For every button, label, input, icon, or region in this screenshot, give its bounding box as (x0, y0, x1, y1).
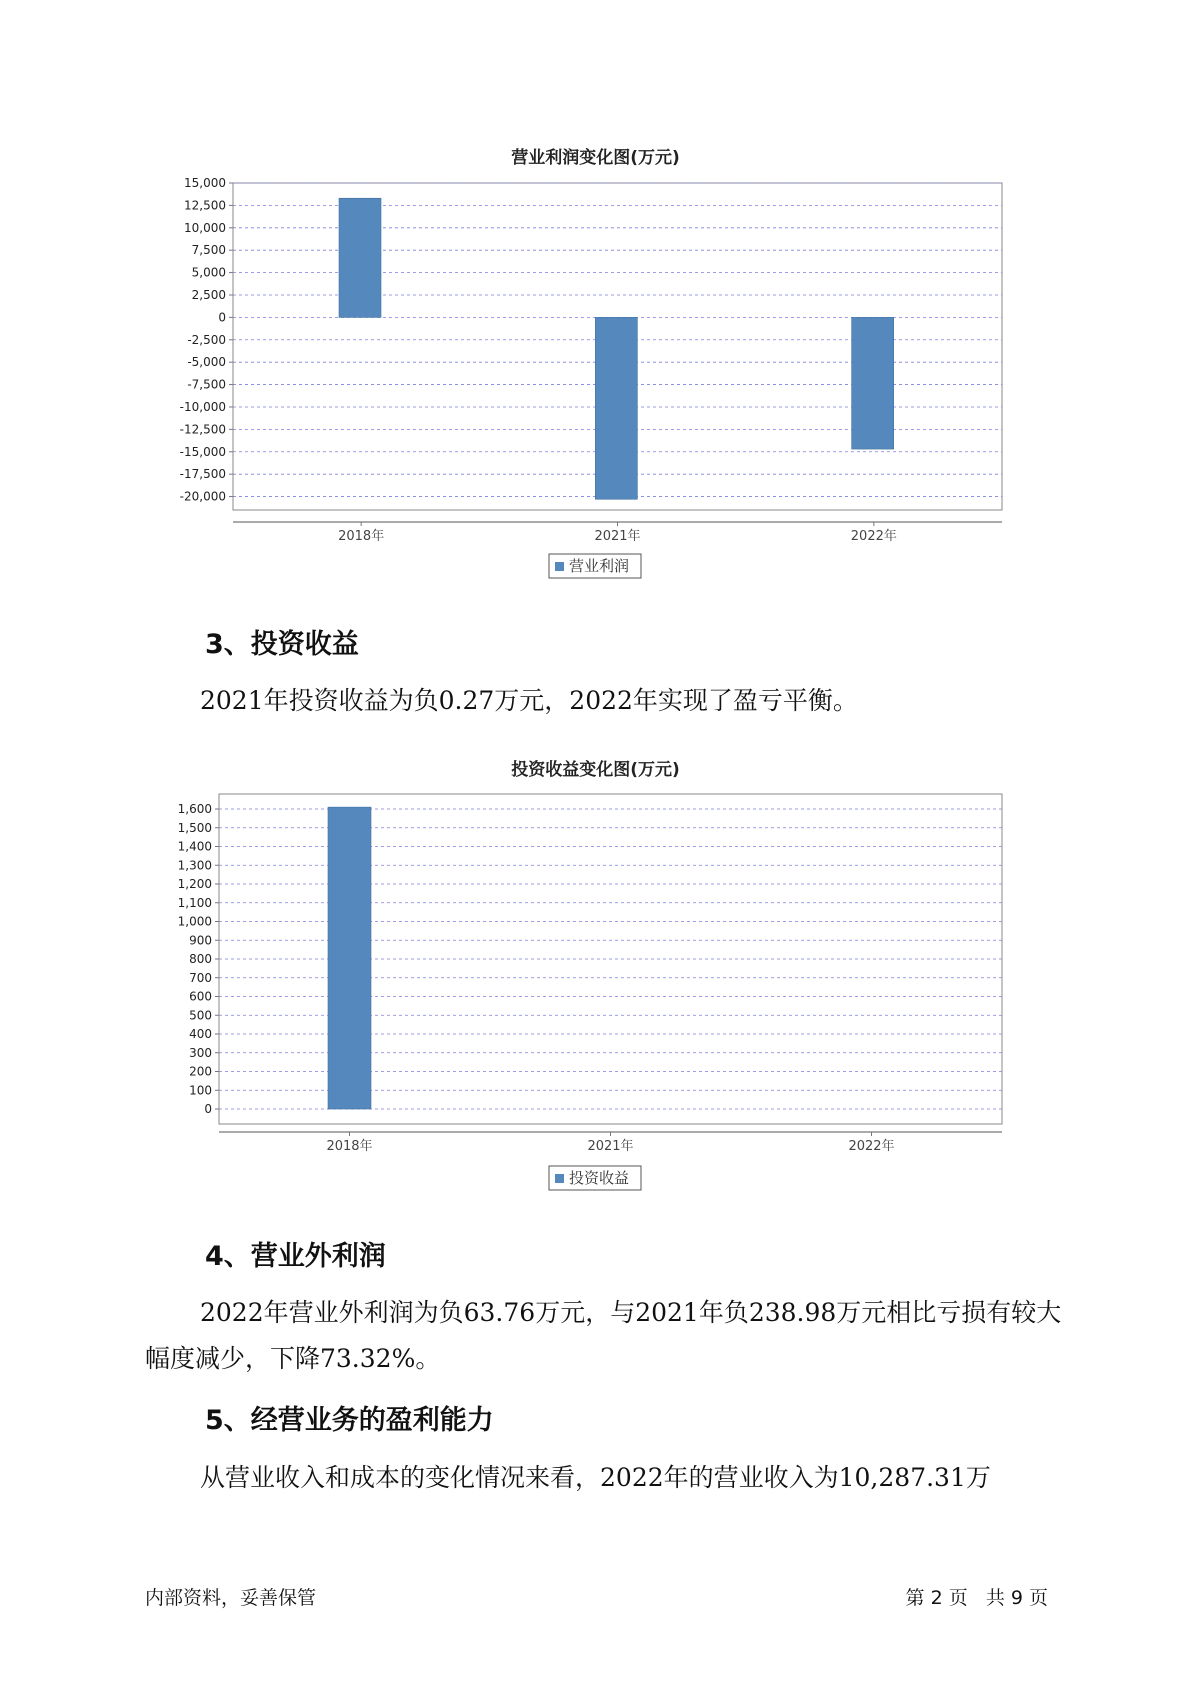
y-tick-label: 800 (189, 952, 212, 966)
y-tick-label: 7,500 (191, 243, 226, 258)
legend-label: 投资收益 (569, 1169, 630, 1187)
y-tick-label: 600 (189, 989, 212, 1004)
y-tick-label: 5,000 (191, 265, 226, 280)
y-tick-label: 200 (189, 1064, 212, 1079)
y-tick-label: -12,500 (179, 422, 226, 437)
y-tick-label: 10,000 (184, 220, 226, 235)
y-tick-label: 2,500 (191, 287, 226, 302)
y-tick-label: 1,500 (177, 820, 212, 835)
legend-label: 营业利润 (569, 557, 630, 575)
y-tick-label: 0 (204, 1102, 212, 1116)
y-tick-label: 12,500 (184, 198, 226, 213)
x-tick-label: 2018年 (326, 1139, 373, 1154)
investment-income-chart (0, 780, 1191, 1210)
legend-swatch (555, 1174, 564, 1183)
operating-profit-chart (0, 160, 1191, 590)
y-tick-label: -17,500 (179, 467, 226, 482)
paragraph-non-operating: 2022年营业外利润为负63.76万元，与2021年负238.98万元相比亏损有较大幅度减少，下降73.32%。 (145, 1298, 1062, 1373)
y-tick-label: 400 (189, 1027, 212, 1041)
x-tick-label: 2021年 (594, 529, 641, 544)
y-tick-label: 1,100 (177, 895, 212, 910)
x-tick-label: 2018年 (338, 529, 385, 544)
section-heading-profitability: 5、经营业务的盈利能力 (205, 1405, 494, 1436)
x-tick-label: 2021年 (587, 1139, 634, 1154)
section-heading-non-operating: 4、营业外利润 (205, 1241, 386, 1272)
section-heading-investment: 3、投资收益 (205, 629, 359, 660)
paragraph-profitability: 从营业收入和成本的变化情况来看，2022年的营业收入为10,287.31万 (200, 1463, 991, 1492)
y-tick-label: -10,000 (179, 399, 226, 414)
bar-2018年 (339, 198, 381, 317)
y-tick-label: 1,400 (177, 839, 212, 854)
y-tick-label: -7,500 (187, 377, 226, 392)
y-tick-label: -5,000 (187, 355, 226, 370)
chart-title-investment-income: 投资收益变化图(万元) (511, 760, 680, 780)
bar-2018年 (328, 807, 371, 1109)
y-tick-label: 300 (189, 1045, 212, 1060)
y-tick-label: 1,600 (177, 802, 212, 816)
y-tick-label: 500 (189, 1008, 212, 1023)
y-tick-label: 1,200 (177, 877, 212, 891)
y-tick-label: 900 (189, 933, 212, 948)
y-tick-label: 0 (218, 310, 226, 325)
bar-2022年 (852, 317, 894, 449)
y-tick-label: -15,000 (179, 444, 226, 459)
y-tick-label: -20,000 (179, 489, 226, 504)
paragraph-investment: 2021年投资收益为负0.27万元，2022年实现了盈亏平衡。 (200, 686, 858, 715)
legend-swatch (555, 562, 564, 571)
y-tick-label: 700 (189, 970, 212, 985)
y-tick-label: 1,000 (177, 914, 212, 929)
y-tick-label: 100 (189, 1083, 212, 1098)
x-tick-label: 2022年 (850, 529, 897, 544)
chart-title-operating-profit: 营业利润变化图(万元) (511, 148, 680, 168)
footer-page-number: 第 2 页 共 9 页 (905, 1587, 1048, 1609)
y-tick-label: 1,300 (177, 858, 212, 873)
x-tick-label: 2022年 (848, 1139, 895, 1154)
bar-2021年 (595, 317, 637, 499)
footer-confidential-note: 内部资料，妥善保管 (145, 1587, 317, 1609)
y-tick-label: -2,500 (187, 332, 226, 347)
y-tick-label: 15,000 (184, 176, 226, 190)
